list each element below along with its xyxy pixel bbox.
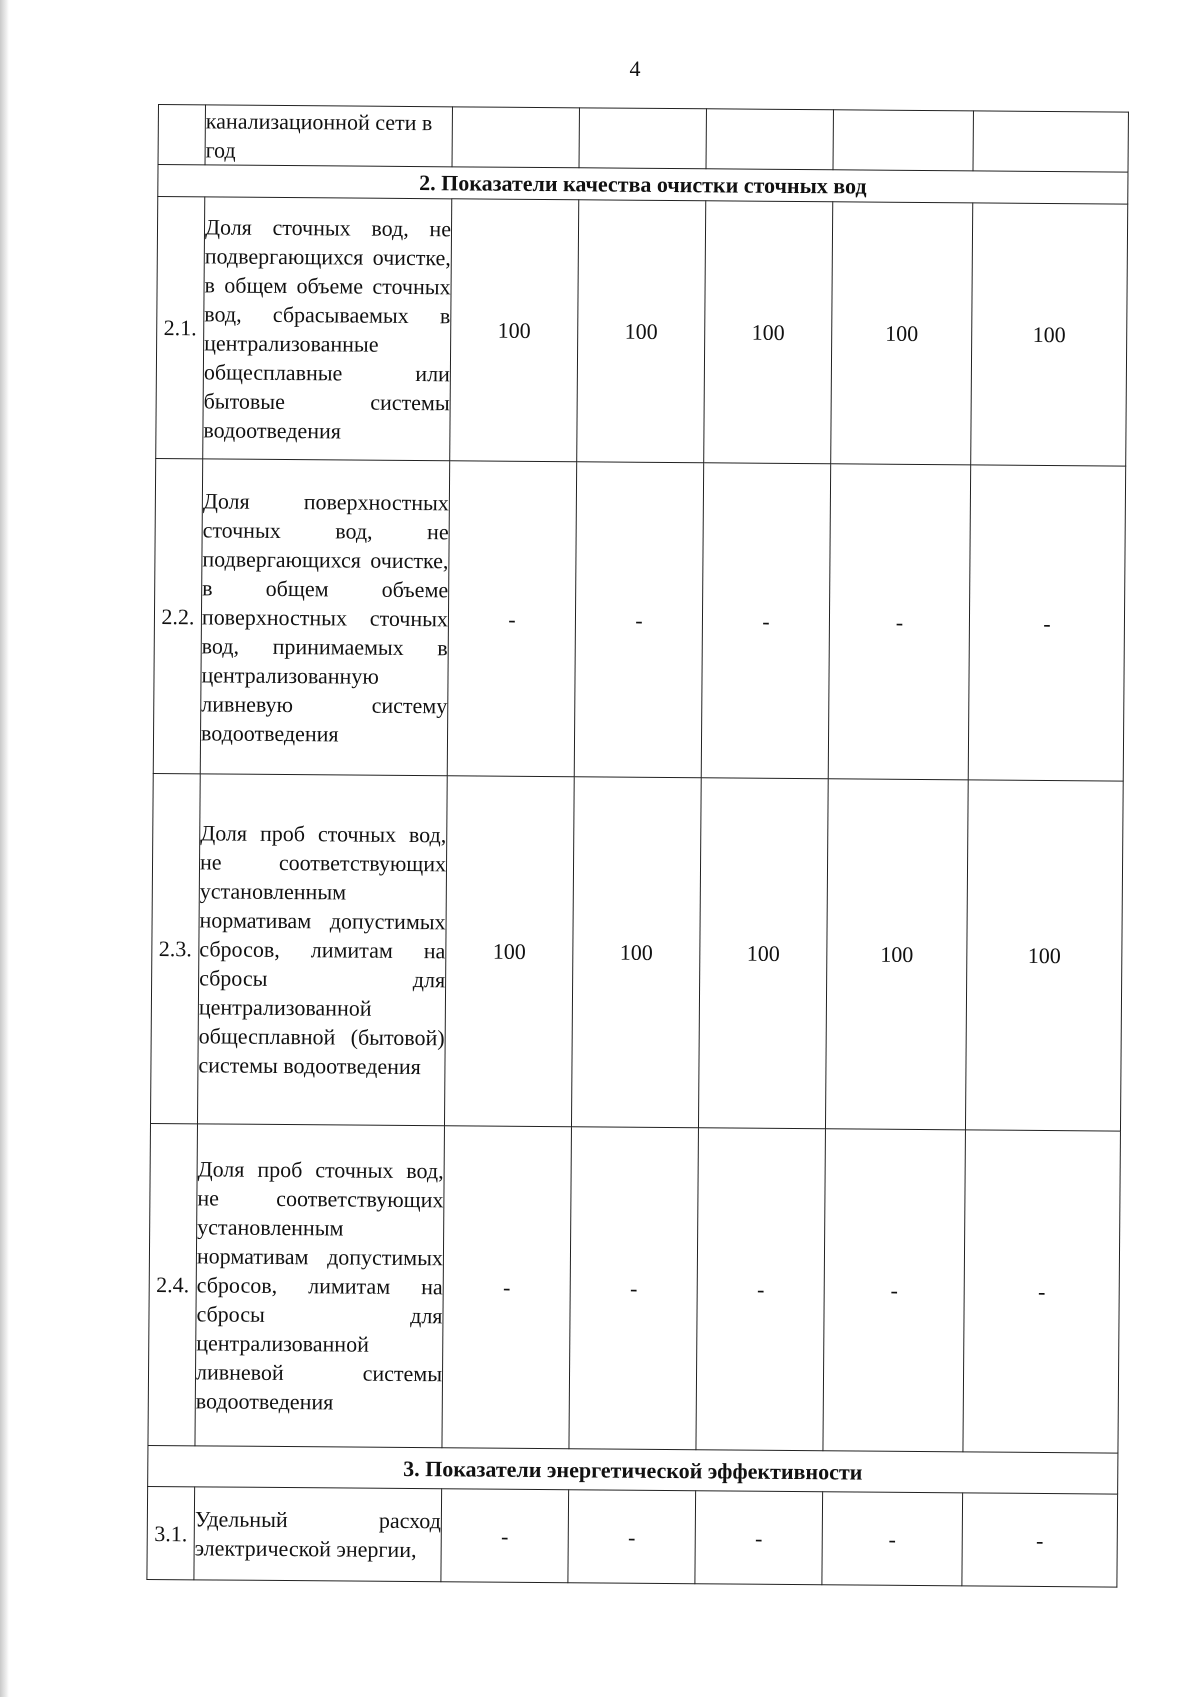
row-value-3: 100 xyxy=(698,778,828,1129)
row-value-1: - xyxy=(447,461,576,777)
row-description-text: Доля проб сточных вод, не соответствующих установленным нормативам допустимых сбросов, лимитам на сбросы для централизованной ливневой системы водоотведения xyxy=(195,1156,444,1415)
table-row-2-1 xyxy=(156,197,1128,467)
row-value-4 xyxy=(833,110,973,171)
row-description-text: канализационной сети в год xyxy=(205,107,433,163)
row-value-3: - xyxy=(701,463,830,779)
row-value-5 xyxy=(973,111,1128,172)
table-row-2-4 xyxy=(148,1123,1120,1453)
row-description xyxy=(200,459,449,776)
row-description-text: Доля проб сточных вод, не соответствующих установленным нормативам допустимых сбросов, лимитам на сбросы для централизованной общесплавной (бытовой) системы водоотведения xyxy=(198,820,447,1080)
row-value-3: - xyxy=(696,1128,826,1451)
row-value-5: - xyxy=(962,1493,1118,1587)
scan-edge-shadow xyxy=(0,0,9,1697)
row-value-3 xyxy=(706,109,833,170)
row-description-text: Доля сточных вод, не подвергающихся очистке, в общем объеме сточных вод, сбрасываемых в централизованные общесплавные или бытовые системы водоотведения xyxy=(203,213,452,443)
table-row-2-2 xyxy=(153,458,1125,781)
row-value-1: 100 xyxy=(450,199,579,462)
row-value-2: 100 xyxy=(577,200,706,463)
row-value-3: - xyxy=(695,1491,823,1585)
row-value-5: 100 xyxy=(971,203,1128,466)
row-description xyxy=(205,105,452,167)
row-value-2 xyxy=(579,108,706,169)
row-value-5: - xyxy=(963,1130,1121,1453)
indicators-table xyxy=(146,104,1129,1588)
row-value-4: 100 xyxy=(831,202,973,465)
row-value-5: - xyxy=(968,465,1125,781)
row-value-4: - xyxy=(822,1492,963,1586)
row-value-1: - xyxy=(441,1489,569,1583)
row-value-2: - xyxy=(568,1490,696,1584)
row-description xyxy=(195,1124,445,1448)
row-value-2: 100 xyxy=(571,777,701,1128)
row-value-2: - xyxy=(574,462,703,778)
row-description-text: Удельный расход электрической энергии, xyxy=(194,1506,441,1563)
row-number: 2.3. xyxy=(150,773,200,1123)
page-number: 4 xyxy=(629,56,641,81)
table-row-continuation xyxy=(158,105,1128,173)
row-description xyxy=(203,197,452,461)
row-value-1: - xyxy=(442,1126,572,1449)
row-number: 2.2. xyxy=(153,458,202,773)
section-title-3: 3. Показатели энергетической эффективности xyxy=(148,1445,1118,1494)
row-value-1: 100 xyxy=(444,776,574,1127)
row-value-4: - xyxy=(828,464,970,780)
row-value-5: 100 xyxy=(965,780,1123,1131)
row-number: 2.4. xyxy=(148,1123,198,1445)
table-row-2-3 xyxy=(150,773,1123,1131)
row-number: 2.1. xyxy=(156,197,205,459)
row-value-2: - xyxy=(569,1127,699,1450)
row-value-4: 100 xyxy=(825,779,968,1130)
row-value-3: 100 xyxy=(704,201,833,464)
row-description xyxy=(197,774,447,1126)
row-number: 3.1. xyxy=(147,1486,195,1579)
row-description-text: Доля поверхностных сточных вод, не подвергающихся очистке, в общем объеме поверхностных сточных вод, принимаемых в централизованную ливневую систему водоотведения xyxy=(200,487,449,746)
row-value-1 xyxy=(452,107,579,168)
row-description xyxy=(194,1487,442,1582)
row-value-4: - xyxy=(823,1129,966,1452)
table-row-3-1 xyxy=(147,1486,1118,1587)
row-number xyxy=(158,105,205,165)
section-title-2: 2. Показатели качества очистки сточных вод xyxy=(158,165,1128,205)
